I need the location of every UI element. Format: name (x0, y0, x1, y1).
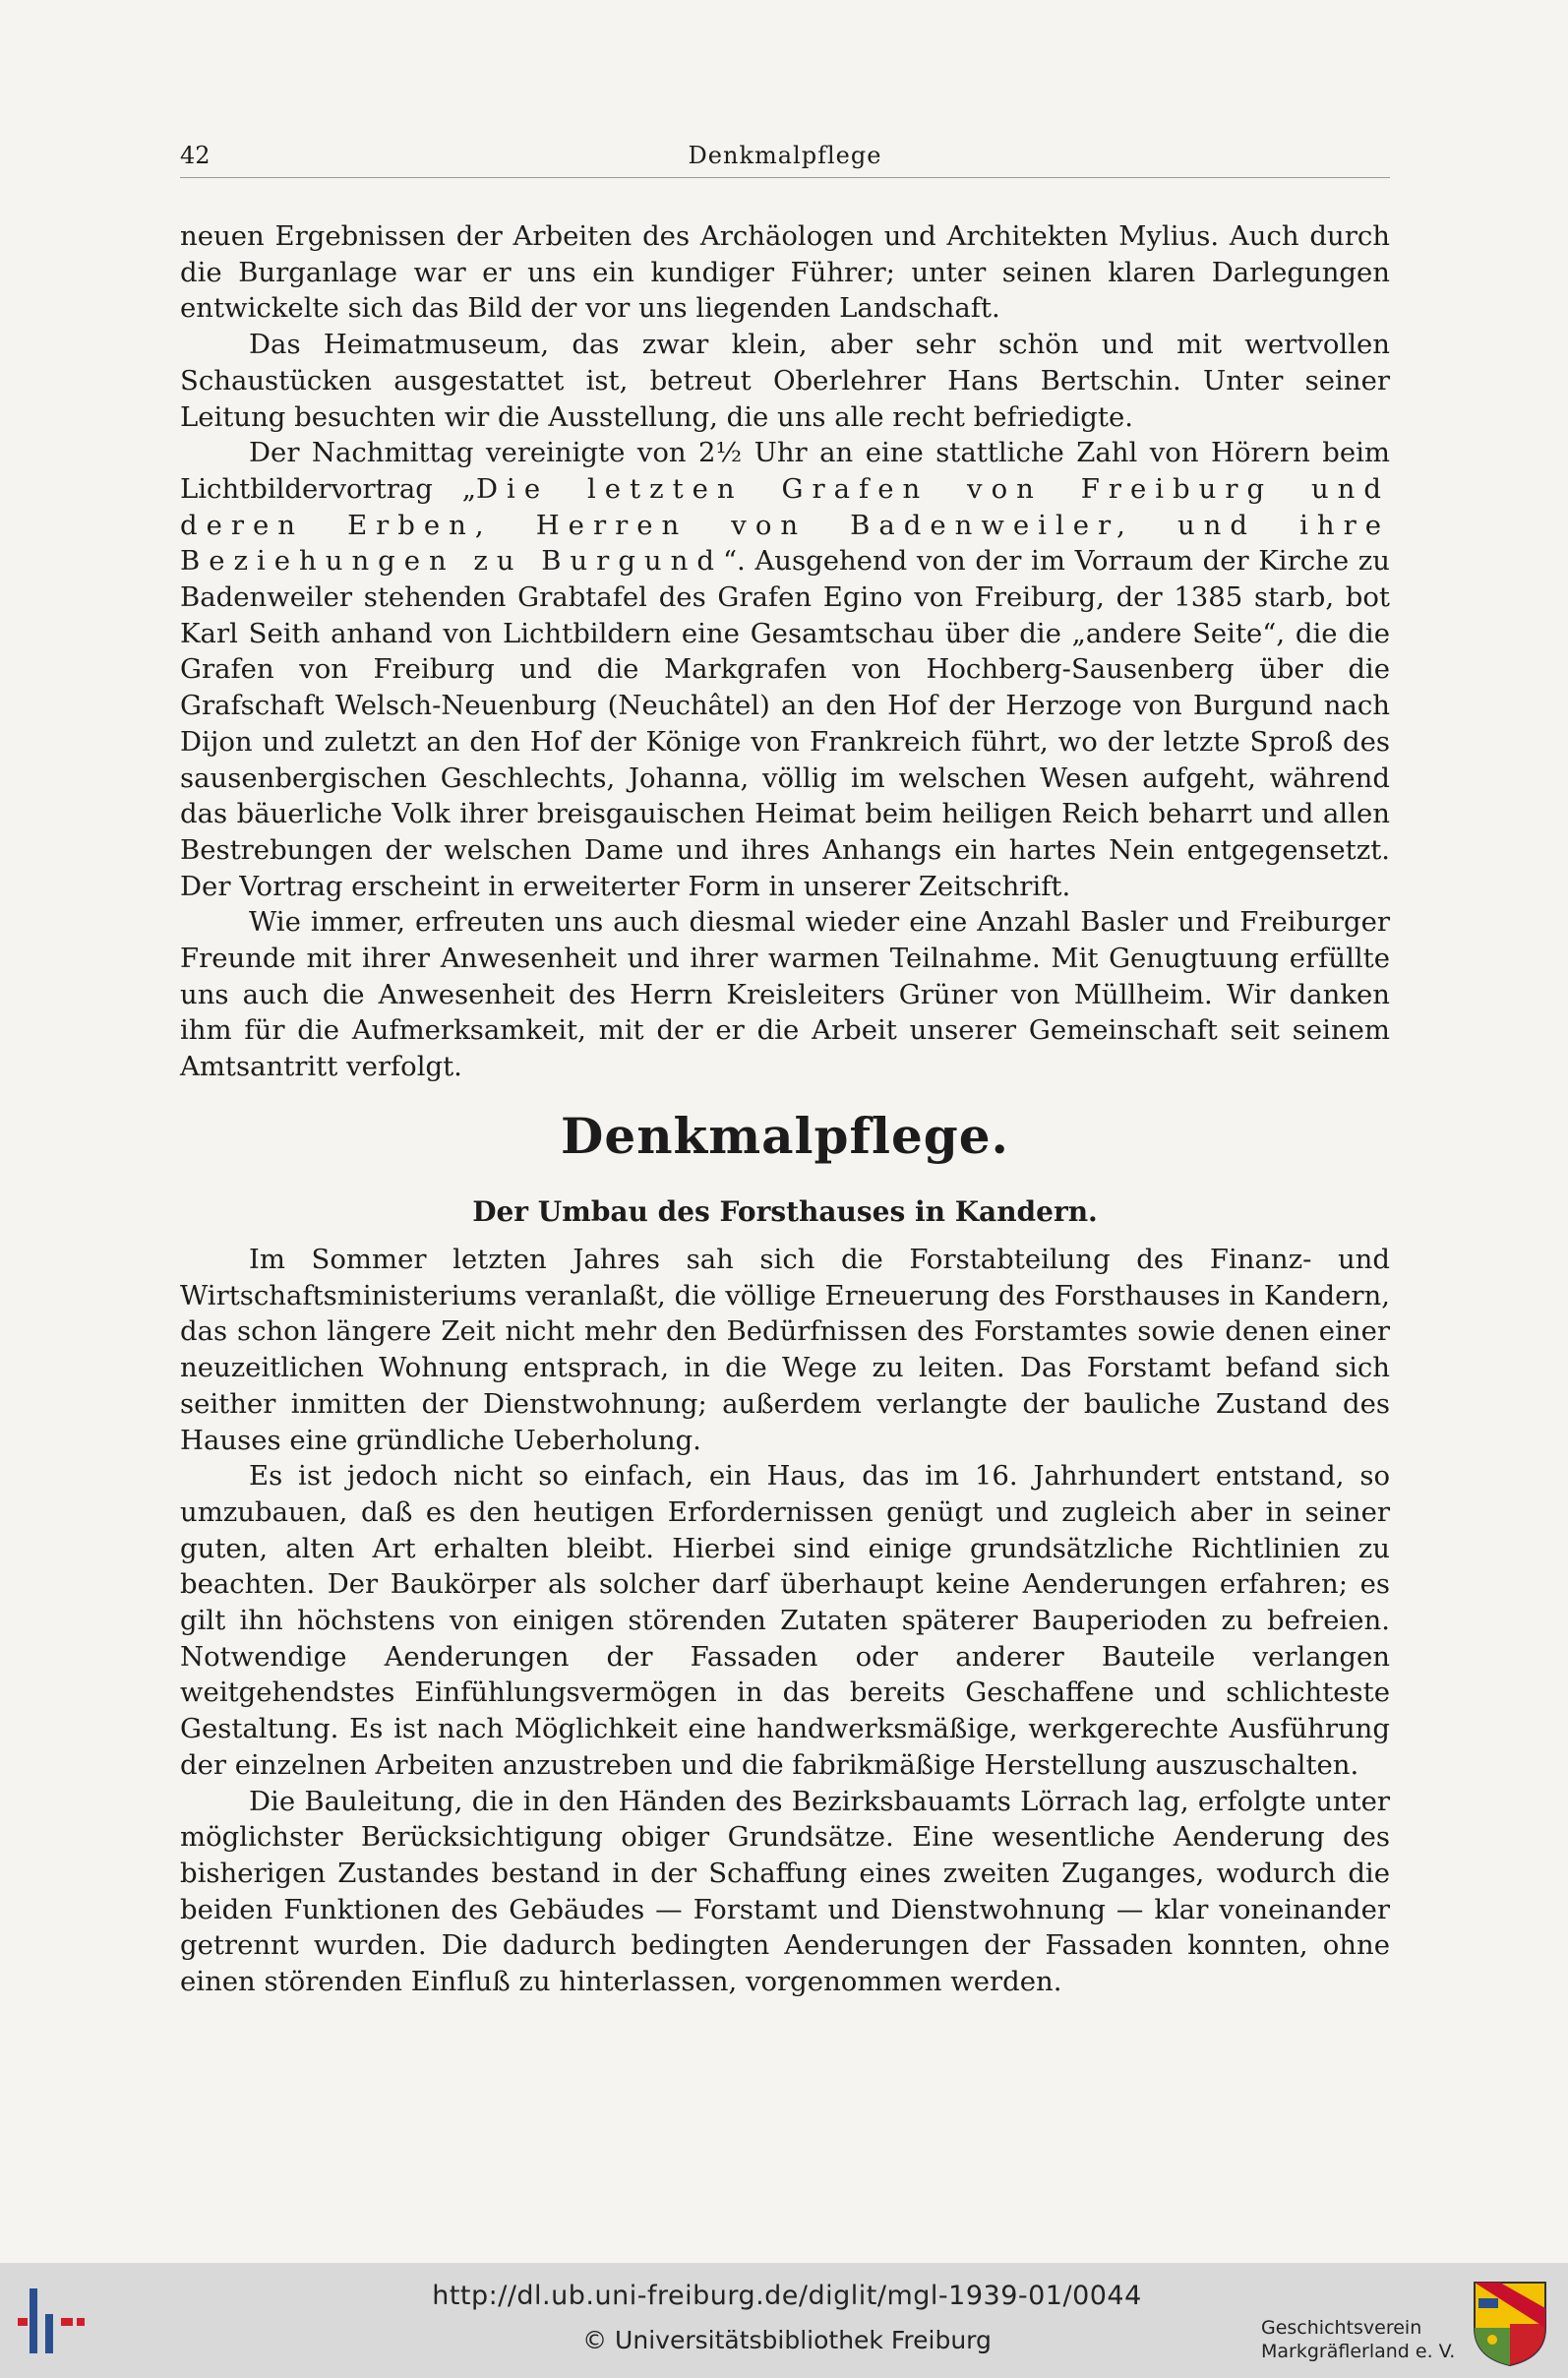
viewer-footer (0, 2263, 1568, 2378)
lecture-paragraph (180, 435, 1390, 904)
document-url-link[interactable]: http://dl.ub.uni-freiburg.de/diglit/mgl-1939-01/0044 (432, 2281, 1142, 2311)
paragraph: Das Heimatmuseum, das zwar klein, aber sehr schön und mit wertvollen Schaustücken ausgestattet ist, betreut Oberlehrer Hans Bertschin. Unter seiner Leitung besuchten wir die Ausstellung, die uns alle recht befriedigte. (180, 329, 1390, 433)
paragraph: Die Bauleitung, die in den Händen des Bezirksbauamts Lörrach lag, erfolgte unter möglichster Berücksichtigung obiger Grundsätze. Eine wesentliche Aenderung des bisherigen Zustandes bestand in der Schaffung eines zweiten Zuganges, wodurch die beiden Funktionen des Gebäudes — Forstamt und Dienstwohnung — klar voneinander getrennt wurden. Die dadurch bedingten Aenderungen der Fassaden konnten, ohne einen störenden Einfluß zu hinterlassen, vorgenommen werden. (180, 1785, 1390, 1998)
copyright-notice: © Universitätsbibliothek Freiburg (582, 2326, 992, 2354)
coat-of-arms-icon (1471, 2279, 1549, 2367)
article-title: Der Umbau des Forsthauses in Kandern. (472, 1195, 1098, 1228)
paragraph: Im Sommer letzten Jahres sah sich die Forstabteilung des Finanz- und Wirtschaftsministeriums veranlaßt, die völlige Erneuerung des Forsthauses in Kandern, das schon längere Zeit nicht mehr den Bedürfnissen des Forstamtes sowie denen einer neuzeitlichen Wohnung entsprach, in die Wege zu leiten. Das Forstamt befand sich seither inmitten der Dienstwohnung; außerdem verlangte der bauliche Zustand des Hauses eine gründliche Ueberholung. (180, 1244, 1390, 1456)
running-head (180, 138, 1390, 178)
library-logo-icon (18, 2285, 96, 2359)
running-head-title: Denkmalpflege (688, 142, 882, 169)
section-title: Denkmalpflege. (561, 1107, 1009, 1165)
society-name-line1: Geschichtsverein (1261, 2317, 1422, 2339)
paragraph: Es ist jedoch nicht so einfach, ein Haus, das im 16. Jahrhundert entstand, so umzubauen, daß es den heutigen Erfordernissen genügt und zugleich aber in seiner guten, alten Art erhalten bleibt. Hierbei sind einige grundsätzliche Richtlinien zu beachten. Der Baukörper als solcher darf überhaupt keine Aenderungen erfahren; es gilt ihn höchstens von einigen störenden Zutaten späterer Bauperioden zu befreien. Notwendige Aenderungen der Fassaden oder anderer Bauteile verlangen weitgehendstes Einfühlungsvermögen in das bereits Geschaffene und schlichteste Gestaltung. Es ist nach Möglichkeit eine handwerksmäßige, werkgerechte Ausführung der einzelnen Arbeiten anzustreben und die fabrikmäßige Herstellung auszuschalten. (180, 1460, 1390, 1781)
lecture-text-before: Der Nachmittag vereinigte von 2½ Uhr an eine stattliche Zahl von Hörern beim Lichtbildervortrag „ (180, 437, 1390, 505)
article-text-block (180, 1242, 1390, 2000)
lecture-title-spaced: Die letzten Grafen von Freiburg und deren Erben, Herren von Badenweiler, und ihre Beziehungen zu Burgund (180, 472, 1390, 578)
society-name (1261, 2316, 1458, 2363)
paragraph: Wie immer, erfreuten uns auch diesmal wieder eine Anzahl Basler und Freiburger Freunde mit ihrer Anwesenheit und ihrer warmen Teilnahme. Mit Genugtuung erfüllte uns auch die Anwesenheit des Herrn Kreisleiters Grüner von Müllheim. Wir danken ihm für die Aufmerksamkeit, mit der er die Arbeit unserer Gemeinschaft seit seinem Amtsantritt verfolgt. (180, 906, 1390, 1083)
intro-text-block (180, 218, 1390, 1085)
paragraph: neuen Ergebnissen der Arbeiten des Archäologen und Architekten Mylius. Auch durch die Burganlage war er uns ein kundiger Führer; unter seinen klaren Darlegungen entwickelte sich das Bild der vor uns liegenden Landschaft. (180, 220, 1390, 325)
society-name-line2: Markgräflerland e. V. (1261, 2341, 1456, 2362)
lecture-text-after: “. Ausgehend von der im Vorraum der Kirche zu Badenweiler stehenden Grabtafel des Grafen Egino von Freiburg, der 1385 starb, bot Karl Seith anhand von Lichtbildern eine Gesamtschau über die „andere Seite“, die die Grafen von Freiburg und die Markgrafen von Hochberg-Sausenberg über die Grafschaft Welsch-Neuenburg (Neuchâtel) an den Hof der Herzoge von Burgund nach Dijon und zuletzt an den Hof der Könige von Frankreich führt, wo der letzte Sproß des sausenbergischen Geschlechts, Johanna, völlig im welschen Wesen aufgeht, während das bäuerliche Volk ihrer breisgauischen Heimat beim heiligen Reich beharrt und allen Bestrebungen der welschen Dame und ihres Anhangs ein hartes Nein entgegensetzt. Der Vortrag erscheint in erweiterter Form in unserer Zeitschrift. (180, 545, 1390, 902)
page-number: 42 (180, 142, 211, 169)
